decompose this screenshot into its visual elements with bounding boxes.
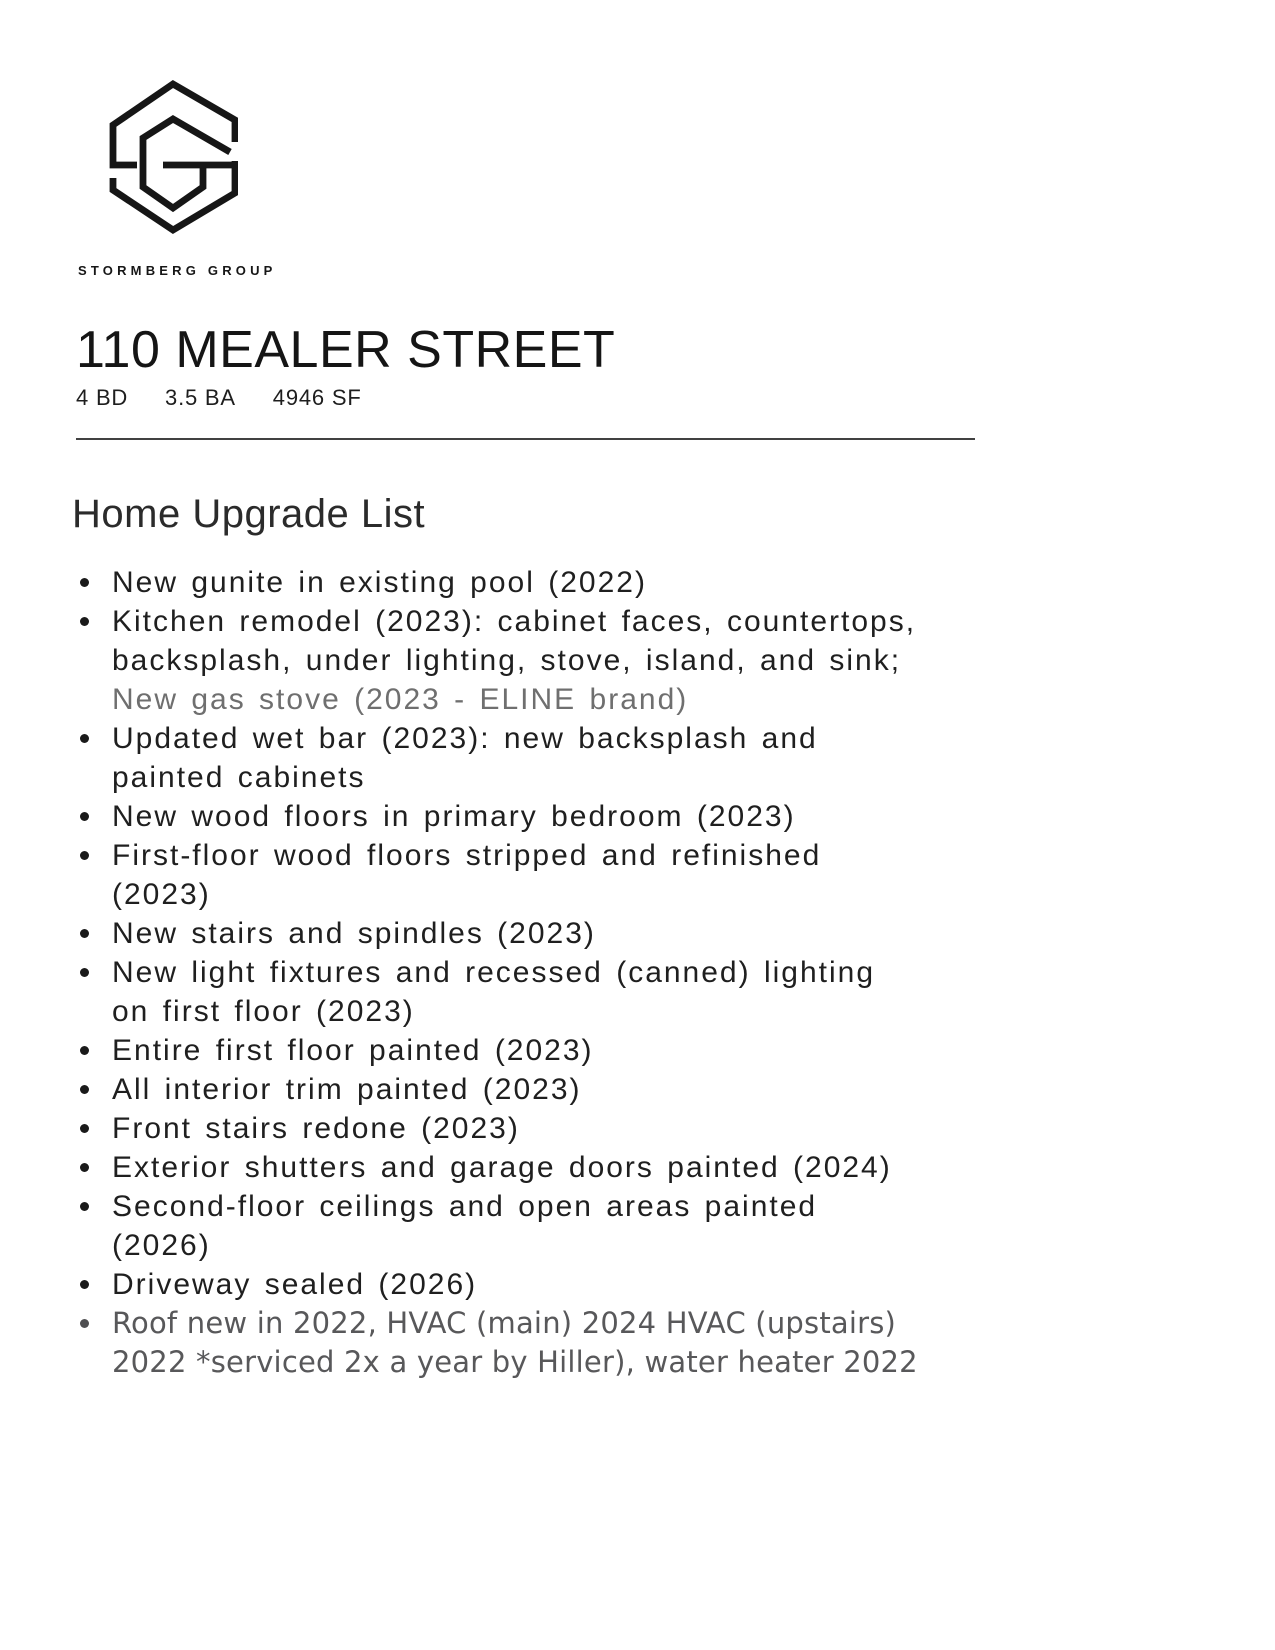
bullet-icon	[80, 617, 89, 626]
upgrade-item	[112, 1070, 924, 1109]
upgrade-item	[112, 1031, 924, 1070]
bullet-icon	[80, 1124, 89, 1133]
upgrade-text: Exterior shutters and garage doors painted (2024)	[112, 1151, 892, 1184]
bullet-icon	[80, 1046, 89, 1055]
upgrade-text-muted: Roof new in 2022, HVAC (main) 2024 HVAC (upstairs) 2022 *serviced 2x a year by Hiller), water heater 2022	[112, 1306, 918, 1379]
bullet-icon	[80, 1280, 89, 1289]
upgrade-text: First-floor wood floors stripped and refinished (2023)	[112, 839, 822, 911]
bullet-icon	[80, 1202, 89, 1211]
property-stats	[76, 385, 1275, 411]
upgrade-text: New light fixtures and recessed (canned) lighting on first floor (2023)	[112, 956, 876, 1028]
bullet-icon	[80, 851, 89, 860]
upgrade-text: Front stairs redone (2023)	[112, 1112, 520, 1145]
upgrade-item	[112, 563, 924, 602]
upgrade-item	[112, 797, 924, 836]
logo-outer-bottom-path	[113, 161, 235, 230]
bullet-icon	[80, 968, 89, 977]
upgrade-text: All interior trim painted (2023)	[112, 1073, 582, 1106]
upgrade-list	[72, 563, 924, 1382]
upgrade-item	[112, 1265, 924, 1304]
stat-baths: 3.5 BA	[165, 385, 236, 410]
upgrade-item	[112, 914, 924, 953]
section-title: Home Upgrade List	[72, 492, 426, 536]
bullet-icon	[80, 929, 89, 938]
upgrade-item	[112, 836, 924, 914]
upgrade-section	[72, 492, 1275, 1382]
upgrade-text: Updated wet bar (2023): new backsplash and painted cabinets	[112, 722, 818, 794]
upgrade-text: Second-floor ceilings and open areas painted (2026)	[112, 1190, 818, 1262]
upgrade-text: New wood floors in primary bedroom (2023)	[112, 800, 796, 833]
brand-header	[0, 0, 1275, 278]
upgrade-item	[112, 1304, 924, 1382]
upgrade-text: Driveway sealed (2026)	[112, 1268, 478, 1301]
listing-header	[76, 321, 1275, 440]
divider	[76, 438, 975, 440]
upgrade-item	[112, 719, 924, 797]
stormberg-group-logo-icon	[98, 75, 238, 243]
bullet-icon	[80, 1163, 89, 1172]
upgrade-item	[112, 1109, 924, 1148]
upgrade-text: New gunite in existing pool (2022)	[112, 566, 647, 599]
bullet-icon	[80, 812, 89, 821]
bullet-icon	[80, 734, 89, 743]
stat-beds: 4 BD	[76, 385, 129, 410]
upgrade-item	[112, 953, 924, 1031]
property-address: 110 MEALER STREET	[76, 321, 616, 379]
upgrade-text: New stairs and spindles (2023)	[112, 917, 596, 950]
stat-sqft: 4946 SF	[272, 385, 362, 410]
upgrade-item	[112, 1187, 924, 1265]
bullet-icon	[80, 1085, 89, 1094]
upgrade-text: Kitchen remodel (2023): cabinet faces, countertops, backsplash, under lighting, stove, island, and sink;	[112, 605, 917, 677]
logo-outer-top-path	[113, 84, 235, 165]
upgrade-item	[112, 1148, 924, 1187]
upgrade-text: Entire first floor painted (2023)	[112, 1034, 594, 1067]
bullet-icon	[80, 578, 89, 587]
upgrade-text-muted: New gas stove (2023 - ELINE brand)	[112, 683, 689, 716]
bullet-icon	[80, 1319, 89, 1328]
brand-wordmark: STORMBERG GROUP	[78, 263, 277, 278]
upgrade-item	[112, 602, 924, 719]
